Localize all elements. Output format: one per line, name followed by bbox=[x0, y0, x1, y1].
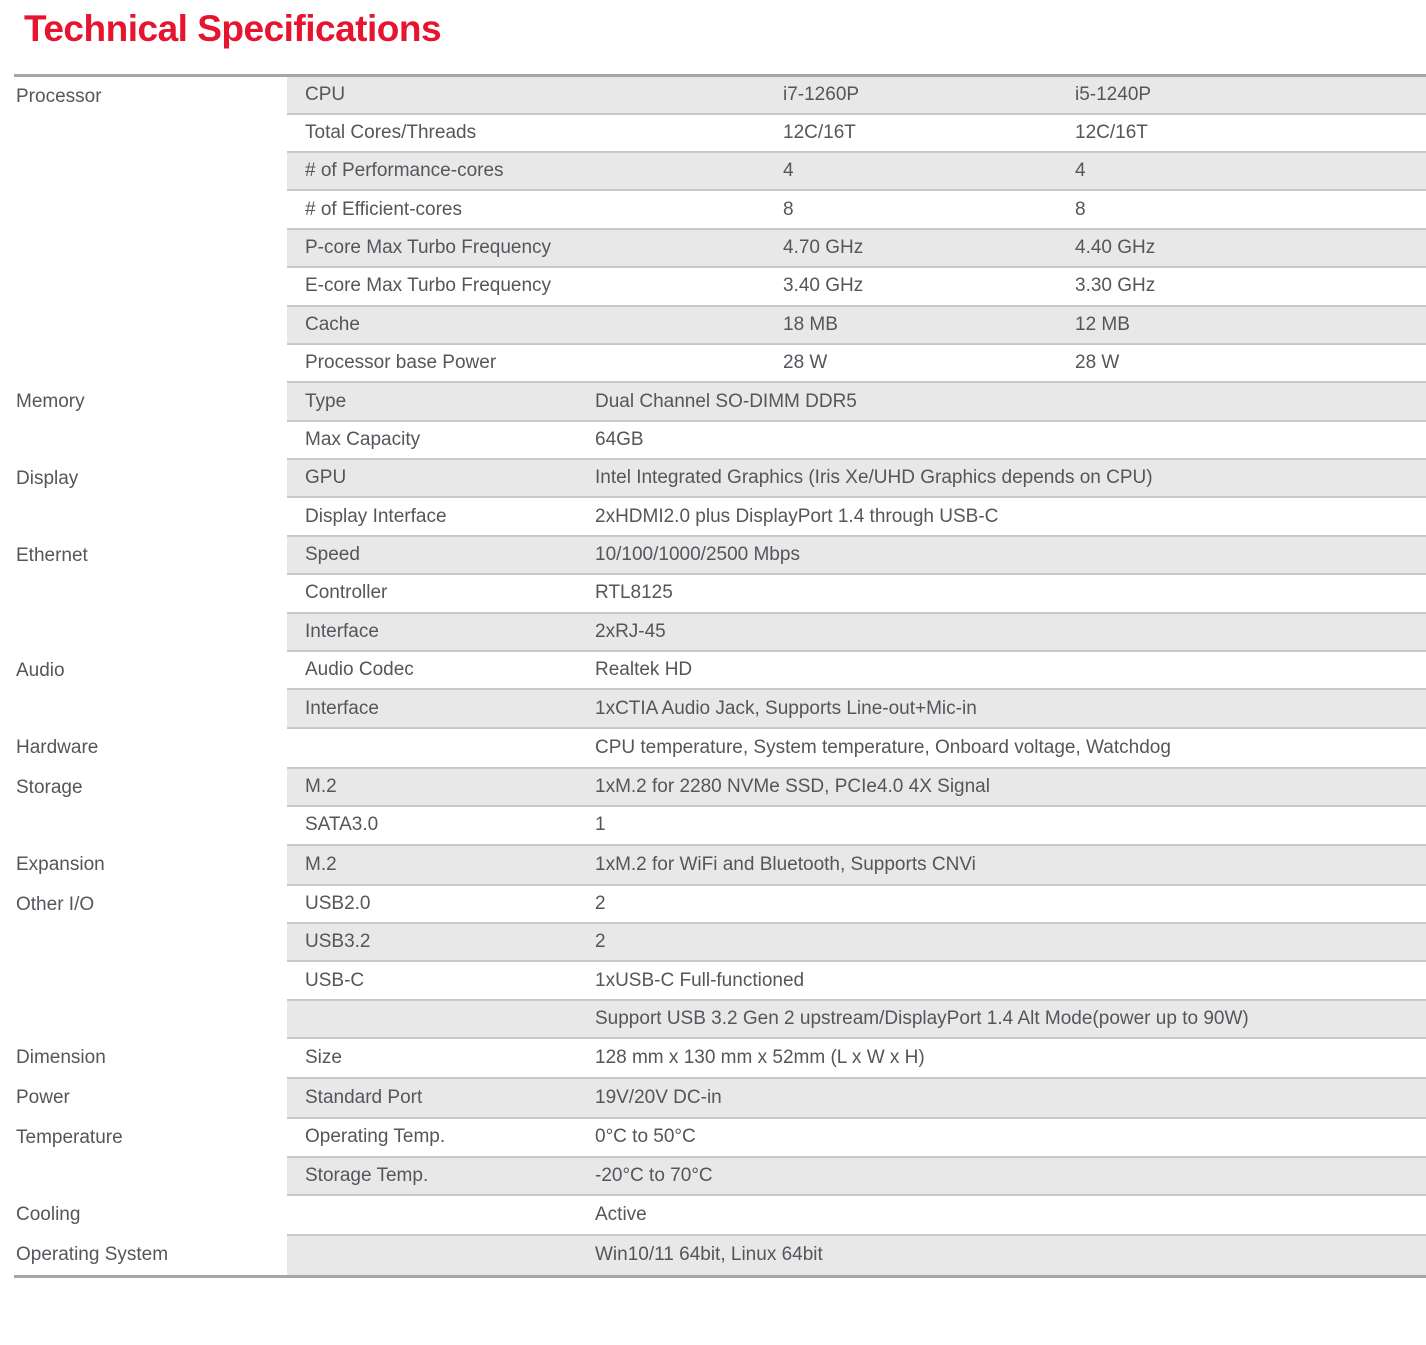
spec-label: Size bbox=[287, 1038, 595, 1078]
page-title: Technical Specifications bbox=[24, 8, 442, 49]
spec-label: Speed bbox=[287, 536, 595, 574]
table-row bbox=[14, 1038, 1426, 1078]
spec-value: 19V/20V DC-in bbox=[595, 1078, 1426, 1118]
category-power bbox=[14, 1078, 287, 1118]
spec-value: 1xM.2 for 2280 NVMe SSD, PCIe4.0 4X Signal bbox=[595, 768, 1426, 806]
category-label: Ethernet bbox=[16, 544, 88, 566]
category-expansion bbox=[14, 845, 287, 885]
spec-label: M.2 bbox=[287, 845, 595, 885]
category-label: Processor bbox=[16, 85, 102, 107]
spec-value: Win10/11 64bit, Linux 64bit bbox=[595, 1235, 1426, 1277]
category-label: Cooling bbox=[16, 1203, 81, 1225]
spec-value-2: 3.30 GHz bbox=[1075, 267, 1426, 305]
spec-label: Cache bbox=[287, 306, 783, 344]
table-row bbox=[14, 728, 1426, 768]
spec-value-1: 4 bbox=[783, 152, 1075, 190]
category-label: Dimension bbox=[16, 1047, 106, 1069]
spec-label: Max Capacity bbox=[287, 421, 595, 459]
table-row bbox=[14, 1118, 1426, 1156]
spec-value: 64GB bbox=[595, 421, 1426, 459]
spec-value: 2xHDMI2.0 plus DisplayPort 1.4 through USB-C bbox=[595, 497, 1426, 535]
table-row bbox=[14, 382, 1426, 420]
spec-label: Operating Temp. bbox=[287, 1118, 595, 1156]
table-row bbox=[14, 651, 1426, 689]
category-label: Power bbox=[16, 1087, 70, 1109]
spec-value: 2xRJ-45 bbox=[595, 613, 1426, 651]
spec-value: Dual Channel SO-DIMM DDR5 bbox=[595, 382, 1426, 420]
spec-value: 1xCTIA Audio Jack, Supports Line-out+Mic-in bbox=[595, 689, 1426, 727]
category-audio bbox=[14, 651, 287, 728]
spec-label-empty bbox=[287, 1000, 595, 1038]
table-row bbox=[14, 75, 1426, 113]
spec-label: # of Performance-cores bbox=[287, 152, 783, 190]
spec-value-2: 4.40 GHz bbox=[1075, 229, 1426, 267]
spec-value-1: 28 W bbox=[783, 344, 1075, 382]
spec-label: P-core Max Turbo Frequency bbox=[287, 229, 783, 267]
table-row bbox=[14, 1078, 1426, 1118]
category-label: Display bbox=[16, 468, 79, 490]
category-label: Audio bbox=[16, 660, 65, 682]
spec-label: Interface bbox=[287, 613, 595, 651]
spec-value-1: 18 MB bbox=[783, 306, 1075, 344]
spec-value: Support USB 3.2 Gen 2 upstream/DisplayPort 1.4 Alt Mode(power up to 90W) bbox=[595, 1000, 1426, 1038]
spec-value: 10/100/1000/2500 Mbps bbox=[595, 536, 1426, 574]
spec-value: 1xM.2 for WiFi and Bluetooth, Supports CNVi bbox=[595, 845, 1426, 885]
spec-value: 1xUSB-C Full-functioned bbox=[595, 961, 1426, 999]
spec-value-2: i5-1240P bbox=[1075, 75, 1426, 113]
category-temperature bbox=[14, 1118, 287, 1195]
spec-label: USB3.2 bbox=[287, 923, 595, 961]
category-operating-system bbox=[14, 1235, 287, 1277]
spec-label: Controller bbox=[287, 574, 595, 612]
spec-label: USB-C bbox=[287, 961, 595, 999]
spec-value: 2 bbox=[595, 885, 1426, 923]
spec-value-2: 8 bbox=[1075, 190, 1426, 228]
table-row bbox=[14, 459, 1426, 497]
spec-value: 2 bbox=[595, 923, 1426, 961]
spec-value: Intel Integrated Graphics (Iris Xe/UHD Graphics depends on CPU) bbox=[595, 459, 1426, 497]
table-row bbox=[14, 768, 1426, 806]
spec-label: Interface bbox=[287, 689, 595, 727]
spec-label: SATA3.0 bbox=[287, 806, 595, 844]
spec-label: GPU bbox=[287, 459, 595, 497]
category-processor bbox=[14, 75, 287, 382]
category-label: Temperature bbox=[16, 1127, 123, 1149]
spec-value-1: 8 bbox=[783, 190, 1075, 228]
category-memory bbox=[14, 382, 287, 459]
category-storage bbox=[14, 768, 287, 845]
table-row bbox=[14, 845, 1426, 885]
spec-value-2: 4 bbox=[1075, 152, 1426, 190]
category-label: Expansion bbox=[16, 853, 105, 875]
spec-label: Standard Port bbox=[287, 1078, 595, 1118]
category-label: Other I/O bbox=[16, 893, 95, 915]
spec-value: -20°C to 70°C bbox=[595, 1157, 1426, 1195]
category-label: Storage bbox=[16, 776, 83, 798]
spec-value: 0°C to 50°C bbox=[595, 1118, 1426, 1156]
spec-table bbox=[14, 74, 1426, 1278]
spec-label: USB2.0 bbox=[287, 885, 595, 923]
spec-label: E-core Max Turbo Frequency bbox=[287, 267, 783, 305]
spec-label: CPU bbox=[287, 75, 783, 113]
spec-label: Storage Temp. bbox=[287, 1157, 595, 1195]
category-display bbox=[14, 459, 287, 536]
spec-label: Display Interface bbox=[287, 497, 595, 535]
category-other-io bbox=[14, 885, 287, 1039]
spec-value: Active bbox=[595, 1195, 1426, 1235]
spec-label: Type bbox=[287, 382, 595, 420]
spec-value-1: 4.70 GHz bbox=[783, 229, 1075, 267]
spec-value-1: 12C/16T bbox=[783, 114, 1075, 152]
category-label: Operating System bbox=[16, 1243, 169, 1265]
spec-value-2: 28 W bbox=[1075, 344, 1426, 382]
spec-label: Processor base Power bbox=[287, 344, 783, 382]
spec-label-empty bbox=[287, 1235, 595, 1277]
spec-value: Realtek HD bbox=[595, 651, 1426, 689]
spec-value-1: i7-1260P bbox=[783, 75, 1075, 113]
category-label: Hardware bbox=[16, 736, 99, 758]
spec-label: M.2 bbox=[287, 768, 595, 806]
category-dimension bbox=[14, 1038, 287, 1078]
spec-value-2: 12C/16T bbox=[1075, 114, 1426, 152]
category-label: Memory bbox=[16, 391, 85, 413]
spec-value: RTL8125 bbox=[595, 574, 1426, 612]
category-cooling bbox=[14, 1195, 287, 1235]
spec-label: Total Cores/Threads bbox=[287, 114, 783, 152]
spec-label: Audio Codec bbox=[287, 651, 595, 689]
spec-value: 128 mm x 130 mm x 52mm (L x W x H) bbox=[595, 1038, 1426, 1078]
spec-label: # of Efficient-cores bbox=[287, 190, 783, 228]
table-row bbox=[14, 1235, 1426, 1277]
category-ethernet bbox=[14, 536, 287, 651]
spec-value: CPU temperature, System temperature, Onboard voltage, Watchdog bbox=[595, 728, 1426, 768]
spec-label-empty bbox=[287, 1195, 595, 1235]
spec-value: 1 bbox=[595, 806, 1426, 844]
spec-value-1: 3.40 GHz bbox=[783, 267, 1075, 305]
table-row bbox=[14, 536, 1426, 574]
table-row bbox=[14, 885, 1426, 923]
table-row bbox=[14, 1195, 1426, 1235]
spec-label-empty bbox=[287, 728, 595, 768]
spec-value-2: 12 MB bbox=[1075, 306, 1426, 344]
category-hardware bbox=[14, 728, 287, 768]
